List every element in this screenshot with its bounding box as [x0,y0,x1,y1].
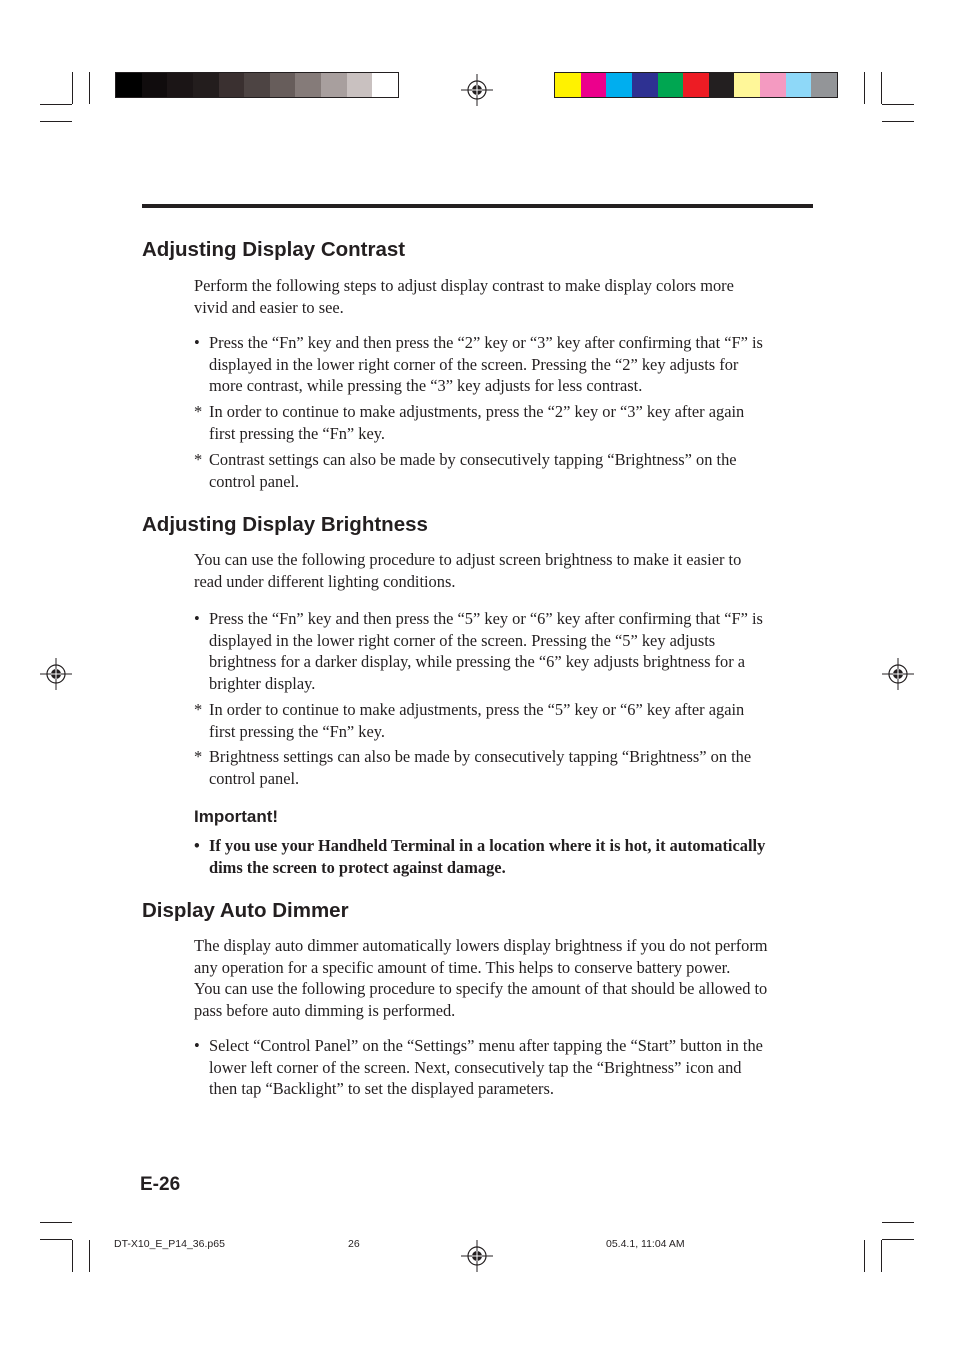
crop-mark [89,1240,90,1272]
text-line: read under different lighting conditions. [194,571,456,591]
crop-mark [40,104,72,105]
crop-mark [72,72,73,104]
text-line: Select “Control Panel” on the “Settings” menu after tapping the “Start” button in the [209,1036,763,1055]
color-swatch [581,73,607,97]
color-swatch [347,73,373,97]
crop-mark [881,1240,882,1272]
crop-mark [882,1222,914,1223]
important-label: Important! [194,807,279,826]
dimmer-intro [194,935,814,1021]
crop-mark [89,72,90,104]
text-line: any operation for a specific amount of time. This helps to conserve battery power. [194,957,731,977]
color-swatch [555,73,581,97]
text-line: control panel. [209,768,300,788]
text-line: first pressing the “Fn” key. [209,721,386,741]
color-swatch [193,73,219,97]
brightness-note [194,699,814,742]
process-color-bar [554,72,838,98]
text-line: then tap “Backlight” to set the displayed parameters. [209,1079,554,1098]
text-line: vivid and easier to see. [194,297,344,317]
color-swatch [632,73,658,97]
color-swatch [167,73,193,97]
text-line: displayed in the lower right corner of the screen. Pressing the “5” key adjusts [209,630,716,650]
color-swatch [219,73,245,97]
crop-mark [882,1239,914,1240]
page-number: E-26 [140,1174,181,1195]
text-line: Perform the following steps to adjust display contrast to make display colors more [194,276,734,295]
text-line: The display auto dimmer automatically lowers display brightness if you do not perform [194,936,768,955]
text-line: displayed in the lower right corner of the screen. Pressing the “2” key adjusts for [209,354,739,374]
text-line: pass before auto dimming is performed. [194,1000,456,1020]
text-line: Press the “Fn” key and then press the “5” key or “6” key after confirming that “F” is [209,609,763,628]
crop-mark [72,1240,73,1272]
grayscale-color-bar [115,72,399,98]
text-line: more contrast, while pressing the “3” key adjusts for less contrast. [209,376,643,395]
color-swatch [606,73,632,97]
color-swatch [760,73,786,97]
crop-mark [864,72,865,104]
color-swatch [116,73,142,97]
crop-mark [882,121,914,122]
color-swatch [658,73,684,97]
bullet-mark: • [194,1036,200,1055]
slug-page: 26 [348,1238,360,1250]
color-swatch [321,73,347,97]
brightness-note [194,746,814,789]
registration-mark-icon [461,1240,493,1272]
registration-mark-icon [882,658,914,690]
heading-display-auto-dimmer: Display Auto Dimmer [142,899,349,922]
text-line: dims the screen to protect against damage. [209,857,506,877]
color-swatch [709,73,735,97]
heading-adjusting-display-brightness: Adjusting Display Brightness [142,513,428,536]
text-line: first pressing the “Fn” key. [209,423,386,443]
contrast-note [194,449,814,492]
color-swatch [683,73,709,97]
text-line: In order to continue to make adjustments, press the “2” key or “3” key after again [209,402,745,421]
crop-mark [40,121,72,122]
header-rule [142,204,813,208]
color-swatch [786,73,812,97]
color-swatch [295,73,321,97]
color-swatch [811,73,837,97]
bullet-mark: • [194,609,200,628]
important-bullet [194,835,814,878]
text-line: You can use the following procedure to specify the amount of that should be allowed to [194,979,768,998]
heading-adjusting-display-contrast: Adjusting Display Contrast [142,238,406,261]
crop-mark [864,1240,865,1272]
text-line: Contrast settings can also be made by consecutively tapping “Brightness” on the [209,450,737,469]
note-mark: * [194,747,203,766]
crop-mark [40,1222,72,1223]
note-mark: * [194,450,203,469]
text-line: If you use your Handheld Terminal in a location where it is hot, it automatically [209,836,766,855]
color-swatch [244,73,270,97]
text-line: control panel. [209,471,300,491]
note-mark: * [194,700,203,719]
text-line: brighter display. [209,673,316,693]
registration-mark-icon [461,74,493,106]
text-line: Press the “Fn” key and then press the “2” key or “3” key after confirming that “F” is [209,333,763,352]
bullet-mark: • [194,836,200,855]
color-swatch [142,73,168,97]
text-line: You can use the following procedure to adjust screen brightness to make it easier to [194,550,742,569]
text-line: lower left corner of the screen. Next, consecutively tap the “Brightness” icon and [209,1057,742,1077]
registration-mark-icon [40,658,72,690]
color-swatch [372,73,398,97]
slug-file-name: DT-X10_E_P14_36.p65 [114,1238,225,1250]
color-swatch [270,73,296,97]
text-line: brightness for a darker display, while pressing the “6” key adjusts brightness for a [209,652,746,671]
crop-mark [881,72,882,104]
contrast-intro [194,275,814,318]
contrast-bullet [194,332,814,397]
color-swatch [734,73,760,97]
dimmer-bullet [194,1035,814,1100]
contrast-note [194,401,814,444]
text-line: Brightness settings can also be made by consecutively tapping “Brightness” on the [209,747,752,766]
crop-mark [882,104,914,105]
note-mark: * [194,402,203,421]
brightness-bullet [194,608,814,694]
bullet-mark: • [194,333,200,352]
text-line: In order to continue to make adjustments, press the “5” key or “6” key after again [209,700,745,719]
slug-timestamp: 05.4.1, 11:04 AM [606,1238,685,1250]
crop-mark [40,1239,72,1240]
brightness-intro [194,549,814,592]
